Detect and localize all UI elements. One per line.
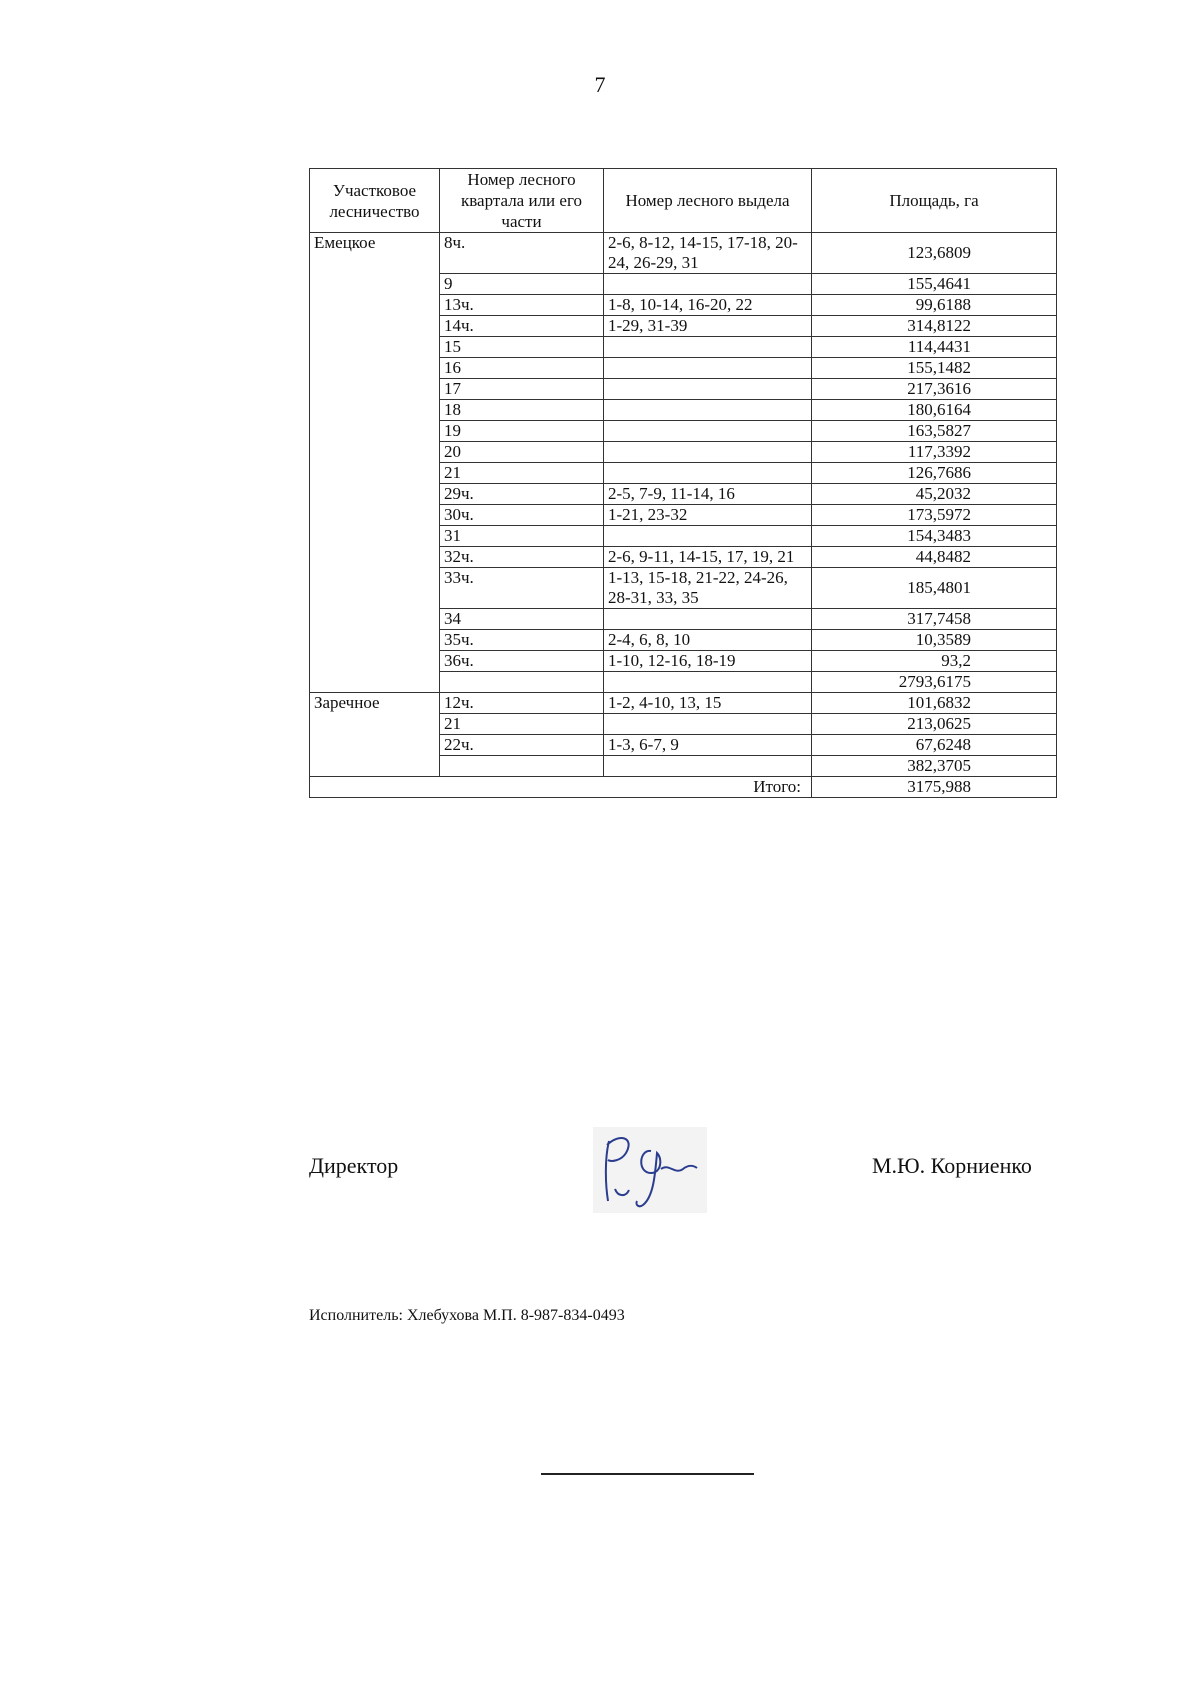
quarter-cell: 35ч.: [440, 630, 604, 651]
area-cell: 10,3589: [812, 630, 1057, 651]
subtotal-area: 2793,6175: [812, 672, 1057, 693]
sections-cell: [604, 400, 812, 421]
sections-cell: 2-6, 8-12, 14-15, 17-18, 20-24, 26-29, 31: [604, 233, 812, 274]
quarter-cell: 8ч.: [440, 233, 604, 274]
director-title: Директор: [309, 1153, 399, 1178]
quarter-cell: 22ч.: [440, 735, 604, 756]
sections-cell: 1-2, 4-10, 13, 15: [604, 693, 812, 714]
area-cell: 99,6188: [812, 295, 1057, 316]
sections-cell: 2-6, 9-11, 14-15, 17, 19, 21: [604, 547, 812, 568]
subtotal-empty-sections: [604, 756, 812, 777]
sections-cell: 1-3, 6-7, 9: [604, 735, 812, 756]
sections-cell: [604, 337, 812, 358]
quarter-cell: 36ч.: [440, 651, 604, 672]
area-cell: 123,6809: [812, 233, 1057, 274]
subtotal-empty-sections: [604, 672, 812, 693]
area-cell: 154,3483: [812, 526, 1057, 547]
quarter-cell: 30ч.: [440, 505, 604, 526]
area-cell: 314,8122: [812, 316, 1057, 337]
quarter-cell: 29ч.: [440, 484, 604, 505]
sections-cell: [604, 463, 812, 484]
area-cell: 155,4641: [812, 274, 1057, 295]
quarter-cell: 16: [440, 358, 604, 379]
quarter-cell: 12ч.: [440, 693, 604, 714]
forest-area-table: [309, 168, 1057, 798]
sections-cell: 1-13, 15-18, 21-22, 24-26, 28-31, 33, 35: [604, 568, 812, 609]
quarter-cell: 15: [440, 337, 604, 358]
subtotal-empty-quarter: [440, 756, 604, 777]
header-forestry: Участковое лесничество: [310, 169, 440, 233]
page-number: 7: [594, 72, 606, 97]
area-cell: 317,7458: [812, 609, 1057, 630]
header-quarter: Номер лесного квартала или его части: [440, 169, 604, 233]
table-row: [310, 233, 1057, 274]
handwritten-signature: [593, 1127, 707, 1213]
quarter-cell: 13ч.: [440, 295, 604, 316]
total-row: [310, 777, 1057, 798]
sections-cell: 2-4, 6, 8, 10: [604, 630, 812, 651]
area-cell: 44,8482: [812, 547, 1057, 568]
signer-name: М.Ю. Корниенко: [872, 1153, 1032, 1178]
area-cell: 180,6164: [812, 400, 1057, 421]
quarter-cell: 14ч.: [440, 316, 604, 337]
quarter-cell: 18: [440, 400, 604, 421]
header-sections: Номер лесного выдела: [604, 169, 812, 233]
area-cell: 117,3392: [812, 442, 1057, 463]
quarter-cell: 31: [440, 526, 604, 547]
footer-divider: [541, 1473, 754, 1475]
header-area: Площадь, га: [812, 169, 1057, 233]
sections-cell: 1-21, 23-32: [604, 505, 812, 526]
sections-cell: [604, 358, 812, 379]
sections-cell: 1-8, 10-14, 16-20, 22: [604, 295, 812, 316]
area-cell: 101,6832: [812, 693, 1057, 714]
sections-cell: [604, 274, 812, 295]
area-cell: 173,5972: [812, 505, 1057, 526]
area-cell: 93,2: [812, 651, 1057, 672]
forestry-cell: Емецкое: [310, 233, 440, 693]
sections-cell: [604, 714, 812, 735]
table-row: [310, 693, 1057, 714]
sections-cell: [604, 609, 812, 630]
area-cell: 126,7686: [812, 463, 1057, 484]
sections-cell: [604, 442, 812, 463]
table-body: [310, 233, 1057, 798]
executor-line: Исполнитель: Хлебухова М.П. 8-987-834-0493: [309, 1307, 625, 1324]
quarter-cell: 17: [440, 379, 604, 400]
total-label: Итого:: [310, 777, 812, 798]
area-cell: 114,4431: [812, 337, 1057, 358]
total-value: 3175,988: [812, 777, 1057, 798]
area-cell: 45,2032: [812, 484, 1057, 505]
area-cell: 155,1482: [812, 358, 1057, 379]
area-cell: 217,3616: [812, 379, 1057, 400]
area-cell: 67,6248: [812, 735, 1057, 756]
subtotal-empty-quarter: [440, 672, 604, 693]
sections-cell: [604, 526, 812, 547]
sections-cell: 2-5, 7-9, 11-14, 16: [604, 484, 812, 505]
sections-cell: [604, 379, 812, 400]
signature-image: [593, 1127, 707, 1213]
table-header-row: [310, 169, 1057, 233]
sections-cell: [604, 421, 812, 442]
quarter-cell: 19: [440, 421, 604, 442]
subtotal-area: 382,3705: [812, 756, 1057, 777]
forestry-cell: Заречное: [310, 693, 440, 777]
quarter-cell: 21: [440, 714, 604, 735]
quarter-cell: 20: [440, 442, 604, 463]
sections-cell: 1-29, 31-39: [604, 316, 812, 337]
quarter-cell: 33ч.: [440, 568, 604, 609]
quarter-cell: 34: [440, 609, 604, 630]
sections-cell: 1-10, 12-16, 18-19: [604, 651, 812, 672]
area-cell: 213,0625: [812, 714, 1057, 735]
area-cell: 163,5827: [812, 421, 1057, 442]
quarter-cell: 21: [440, 463, 604, 484]
quarter-cell: 32ч.: [440, 547, 604, 568]
area-cell: 185,4801: [812, 568, 1057, 609]
quarter-cell: 9: [440, 274, 604, 295]
